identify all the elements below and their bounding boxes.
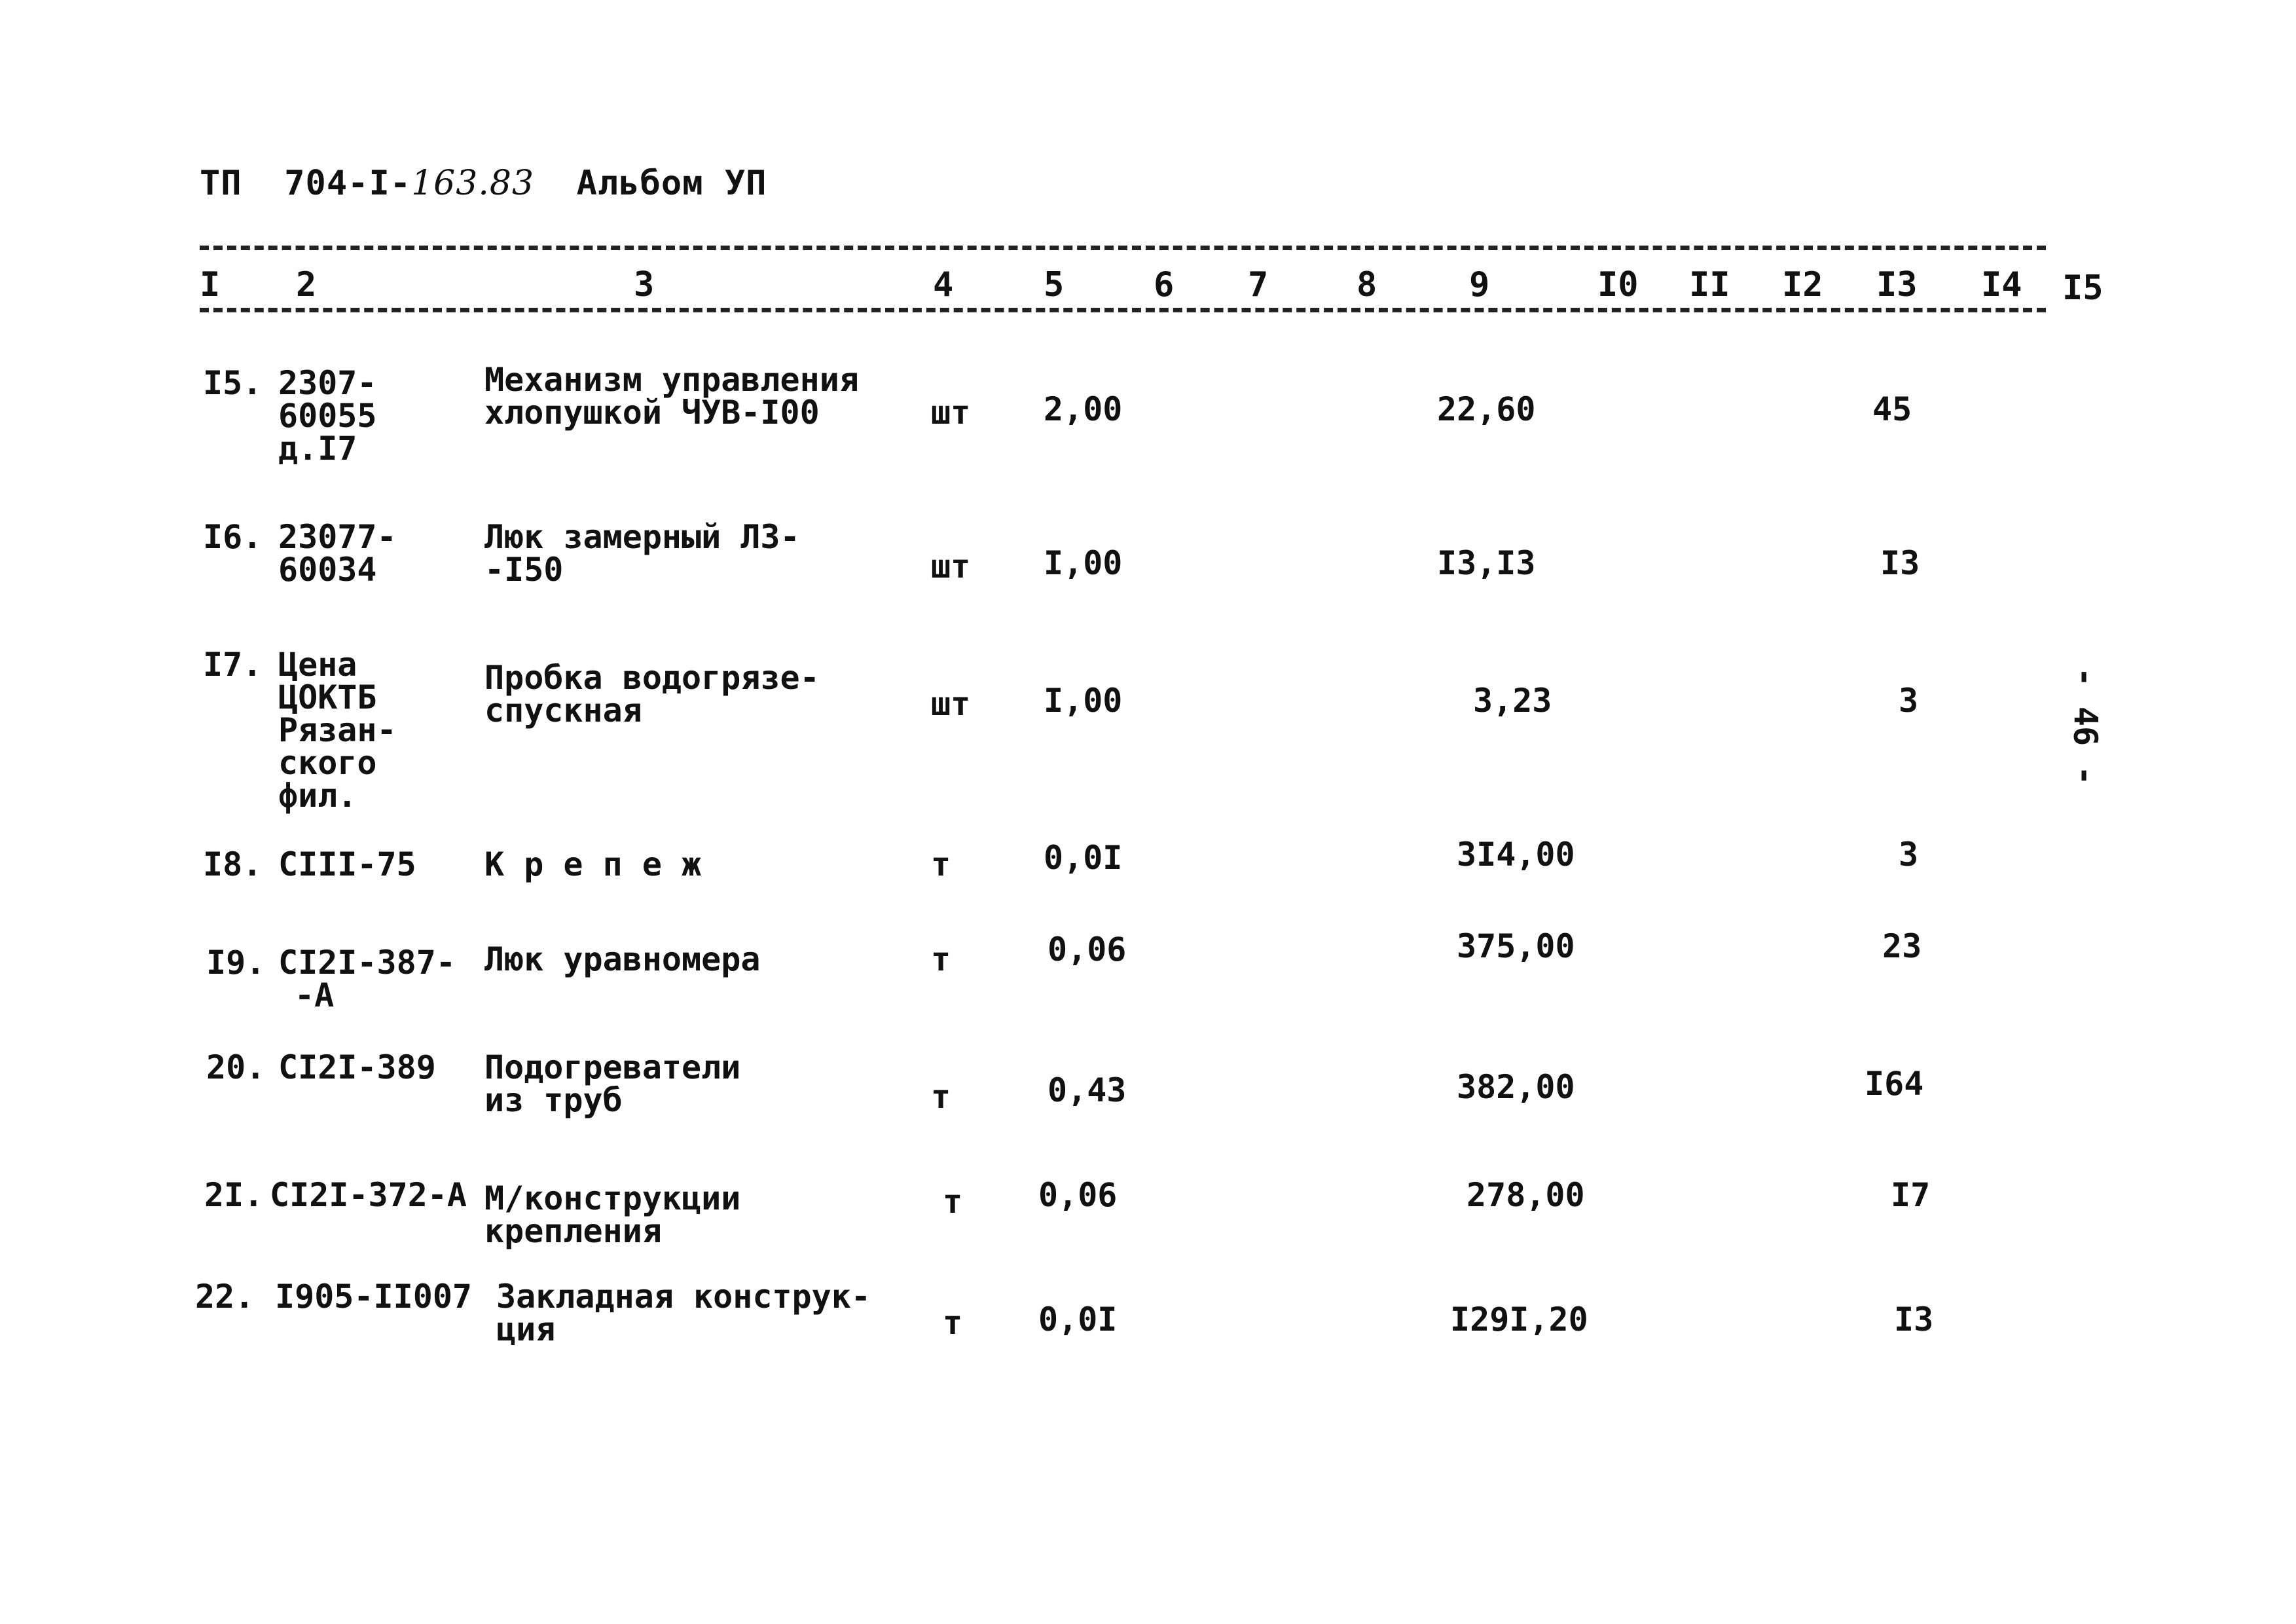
row-code-line: ского — [278, 744, 377, 782]
row-number: I7. — [203, 646, 263, 684]
column-number: 3 — [634, 265, 655, 304]
column-number: I2 — [1782, 265, 1823, 304]
row-quantity: 0,06 — [1048, 931, 1127, 969]
column-number: 8 — [1357, 265, 1377, 304]
column-number: 9 — [1469, 265, 1490, 304]
row-quantity: I,00 — [1044, 682, 1123, 720]
row-name: Люк уравномера — [484, 940, 761, 978]
column-number: I0 — [1597, 265, 1639, 304]
row-unit: т — [931, 940, 951, 978]
row-price: 3I4,00 — [1457, 836, 1575, 874]
row-total: I3 — [1880, 544, 1920, 582]
row-code — [278, 364, 377, 468]
row-name: К р е п е ж — [484, 845, 702, 883]
row-name-line: Пробка водогрязе- — [484, 659, 820, 697]
document-header — [200, 164, 767, 203]
row-price: 278,00 — [1467, 1176, 1585, 1214]
row-price: I3,I3 — [1437, 544, 1536, 582]
row-name-line: Закладная конструк- — [496, 1278, 871, 1316]
row-name-line: Люк замерный ЛЗ- — [484, 518, 800, 556]
row-name — [484, 1179, 741, 1250]
row-unit: шт — [931, 394, 971, 432]
row-number: 20. — [206, 1048, 266, 1086]
row-code: I905-II007 — [275, 1278, 473, 1316]
row-code-line: 60034 — [278, 551, 377, 589]
row-unit: т — [931, 1078, 951, 1116]
row-code-line: 23077- — [278, 518, 397, 556]
table-header-rule — [200, 308, 2046, 312]
row-name-line: Подогреватели — [484, 1048, 741, 1086]
row-unit: т — [931, 845, 951, 883]
row-unit: шт — [931, 547, 971, 585]
row-total: I7 — [1891, 1176, 1931, 1214]
header-code: 704-I- — [284, 164, 412, 203]
row-name-line: спускная — [484, 692, 642, 729]
row-total: 45 — [1872, 390, 1912, 428]
row-quantity: 0,06 — [1038, 1176, 1118, 1214]
row-quantity: 0,0I — [1044, 839, 1123, 877]
row-unit: т — [943, 1183, 963, 1221]
row-number: I6. — [203, 518, 263, 556]
row-number: 22. — [195, 1278, 255, 1316]
row-code — [278, 518, 397, 589]
column-number: 7 — [1248, 265, 1269, 304]
column-number: I5 — [2062, 268, 2104, 308]
row-name — [484, 661, 820, 727]
column-number: 5 — [1044, 265, 1065, 304]
row-unit: шт — [931, 685, 971, 723]
row-number: I8. — [203, 845, 263, 883]
column-number: I4 — [1981, 265, 2022, 304]
row-price: 3,23 — [1473, 682, 1552, 720]
row-name-line: хлопушкой ЧУВ-I00 — [484, 394, 820, 432]
row-code: СI2I-389 — [278, 1048, 436, 1086]
row-code-line: СI2I-387- — [278, 944, 456, 982]
header-code-handwritten: 163.83 — [411, 164, 535, 203]
table-top-rule — [200, 246, 2046, 250]
row-code-line: фил. — [278, 777, 357, 815]
row-price: I29I,20 — [1450, 1301, 1588, 1338]
row-quantity: 2,00 — [1044, 390, 1123, 428]
header-album: Альбом УП — [576, 164, 767, 203]
row-price: 375,00 — [1457, 927, 1575, 965]
page-number: - 46 - — [2066, 667, 2105, 786]
row-total: 3 — [1899, 682, 1919, 720]
row-number: I5. — [203, 364, 263, 402]
row-price: 22,60 — [1437, 390, 1536, 428]
row-code — [278, 646, 397, 815]
row-name-line: крепления — [484, 1212, 662, 1250]
row-name-line: -I50 — [484, 551, 564, 589]
column-number: 4 — [933, 265, 954, 304]
row-code-line: Цена — [278, 646, 357, 684]
row-code: СIII-75 — [278, 845, 416, 883]
row-code-line: -А — [295, 976, 335, 1014]
row-name-line: М/конструкции — [484, 1179, 741, 1217]
row-code-line: д.I7 — [278, 430, 357, 468]
row-number: 2I. — [204, 1176, 264, 1214]
row-price: 382,00 — [1457, 1068, 1575, 1106]
row-name — [484, 518, 800, 589]
column-number: 2 — [296, 265, 317, 304]
column-number: II — [1689, 265, 1730, 304]
row-total: 3 — [1899, 836, 1919, 874]
row-name-line: ция — [496, 1310, 556, 1348]
column-number: I — [200, 265, 221, 304]
column-number: I3 — [1876, 265, 1918, 304]
row-code-line: 2307- — [278, 364, 377, 402]
row-number: I9. — [206, 944, 266, 982]
row-unit: т — [943, 1304, 963, 1342]
row-code — [278, 946, 456, 1012]
row-code-line: ЦОКТБ — [278, 678, 377, 716]
row-code-line: Рязан- — [278, 711, 397, 749]
row-name — [484, 361, 859, 432]
row-name — [484, 1048, 741, 1119]
row-code: СI2I-372-А — [270, 1176, 467, 1214]
row-quantity: I,00 — [1044, 544, 1123, 582]
row-total: I3 — [1894, 1301, 1934, 1338]
header-prefix: ТП — [200, 164, 242, 203]
row-code-line: 60055 — [278, 397, 377, 435]
row-total: 23 — [1882, 927, 1922, 965]
row-name-line: Механизм управления — [484, 361, 859, 399]
column-number: 6 — [1154, 265, 1175, 304]
row-total: I64 — [1865, 1065, 1924, 1103]
row-quantity: 0,0I — [1038, 1301, 1118, 1338]
row-name — [496, 1280, 871, 1346]
row-name-line: из труб — [484, 1081, 623, 1119]
row-quantity: 0,43 — [1048, 1071, 1127, 1109]
